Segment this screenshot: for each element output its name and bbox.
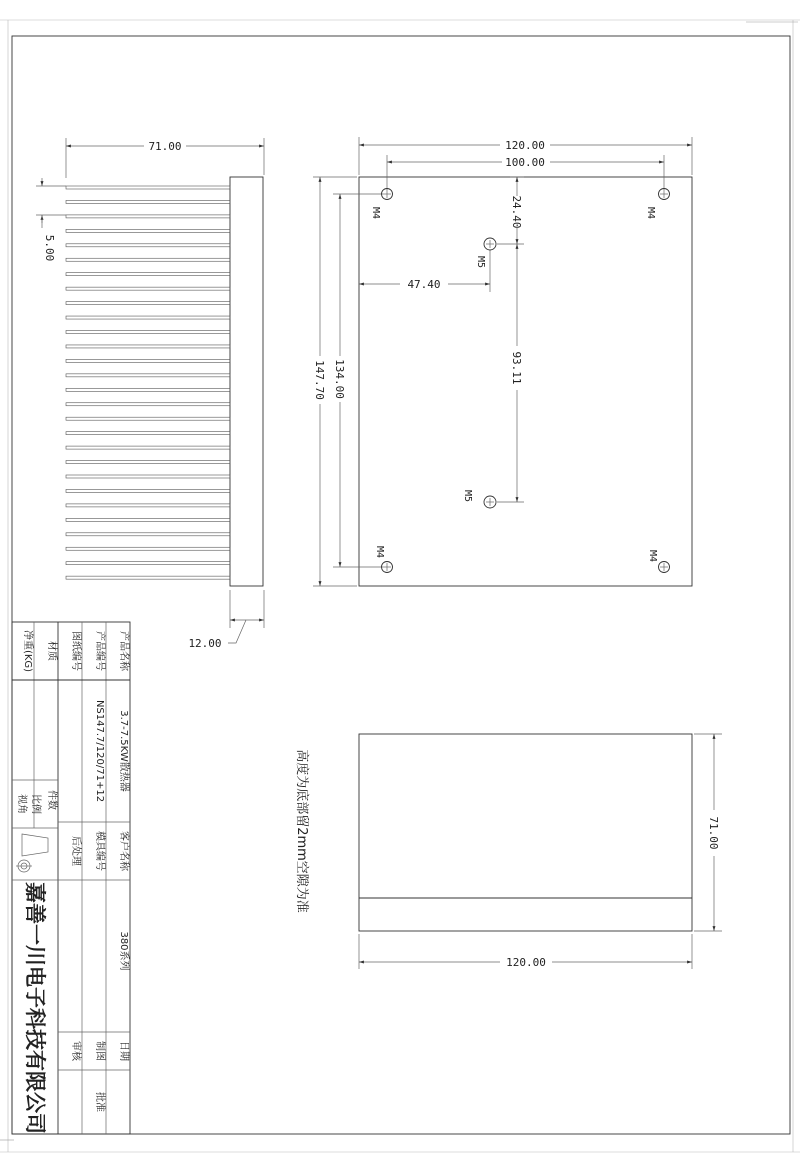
fin xyxy=(66,258,230,261)
offset-top-dimension: 24.40 xyxy=(510,195,523,229)
heatsink-fins xyxy=(66,186,230,579)
material-label: 材质 xyxy=(46,641,57,661)
fin xyxy=(66,374,230,377)
drafted-label: 制图 xyxy=(94,1041,105,1061)
fin xyxy=(66,461,230,464)
front-view xyxy=(359,734,722,969)
fin xyxy=(66,302,230,305)
fin xyxy=(66,331,230,334)
heatsink-base xyxy=(230,177,263,586)
front-width-dimension: 120.00 xyxy=(506,956,546,969)
top-view xyxy=(313,137,692,586)
company-name: 嘉善一川电子科技有限公司 xyxy=(23,882,48,1134)
side-view xyxy=(36,138,264,650)
fin xyxy=(66,244,230,247)
title-block xyxy=(12,622,131,1134)
post-process-label: 后处理 xyxy=(70,836,81,866)
top-view-outline xyxy=(359,177,692,586)
scale-label: 比例 xyxy=(30,794,41,814)
fin xyxy=(66,215,230,218)
hole-label: M5 xyxy=(475,255,486,269)
fin xyxy=(66,504,230,507)
height-note: 高度为底部留2mm空隙为准 xyxy=(294,749,309,913)
fin xyxy=(66,547,230,550)
total-height-dimension: 147.70 xyxy=(313,360,326,400)
hole-m5-bottom xyxy=(462,490,496,508)
m5-spacing-dimension: 93.11 xyxy=(510,351,523,385)
fin xyxy=(66,403,230,406)
hole-m4-bottom-right xyxy=(647,550,670,573)
fin-pitch-dimension: 5.00 xyxy=(43,234,56,262)
base-thickness-dimension: 12.00 xyxy=(188,637,222,650)
net-weight-label: 净重(KG) xyxy=(22,629,33,673)
top-width-dimension: 120.00 xyxy=(505,139,545,152)
fin xyxy=(66,287,230,290)
hole-label: M4 xyxy=(647,549,658,563)
product-name-value: 3.7-7.5KW散热器 xyxy=(118,710,129,792)
hole-label: M5 xyxy=(462,489,473,503)
side-width-dimension: 71.00 xyxy=(148,140,182,153)
offset-left-dimension: 47.40 xyxy=(407,278,441,291)
reviewed-label: 审核 xyxy=(70,1041,81,1061)
hole-label: M4 xyxy=(374,545,385,559)
hole-m4-top-right xyxy=(645,189,670,220)
product-code-label: 产品编号 xyxy=(94,631,105,671)
fin xyxy=(66,576,230,579)
product-code-value: NS147.7/120/71+12 xyxy=(94,699,105,803)
front-height-dimension: 71.00 xyxy=(707,816,720,850)
fin xyxy=(66,316,230,319)
fin xyxy=(66,475,230,478)
fin xyxy=(66,417,230,420)
drawing-no-label: 图纸编号 xyxy=(70,631,81,671)
approved-label: 批准 xyxy=(94,1092,105,1112)
fin xyxy=(66,489,230,492)
fin xyxy=(66,273,230,276)
date-label: 日期 xyxy=(118,1041,129,1061)
pieces-label: 件数 xyxy=(46,790,57,810)
hole-m5-top xyxy=(475,238,496,268)
product-name-label: 产品名称 xyxy=(118,631,129,671)
mold-code-label: 模具编号 xyxy=(94,831,105,871)
fin xyxy=(66,345,230,348)
fin xyxy=(66,533,230,536)
hole-span-dimension: 100.00 xyxy=(505,156,545,169)
fin xyxy=(66,518,230,521)
fin xyxy=(66,186,230,189)
fin xyxy=(66,562,230,565)
customer-label: 客户名称 xyxy=(118,831,129,871)
fin xyxy=(66,359,230,362)
inner-height-dimension: 134.00 xyxy=(333,359,346,399)
fin xyxy=(66,200,230,203)
front-view-outline xyxy=(359,734,692,931)
fin xyxy=(66,446,230,449)
fin xyxy=(66,388,230,391)
hole-label: M4 xyxy=(645,206,656,220)
projection-symbol xyxy=(16,834,48,872)
fin xyxy=(66,229,230,232)
view-angle-label: 视角 xyxy=(16,794,27,814)
hole-m4-top-left xyxy=(370,189,393,220)
fin xyxy=(66,432,230,435)
hole-label: M4 xyxy=(370,206,381,220)
hole-m4-bottom-left xyxy=(374,546,393,573)
customer-value: 380系列 xyxy=(118,931,129,971)
